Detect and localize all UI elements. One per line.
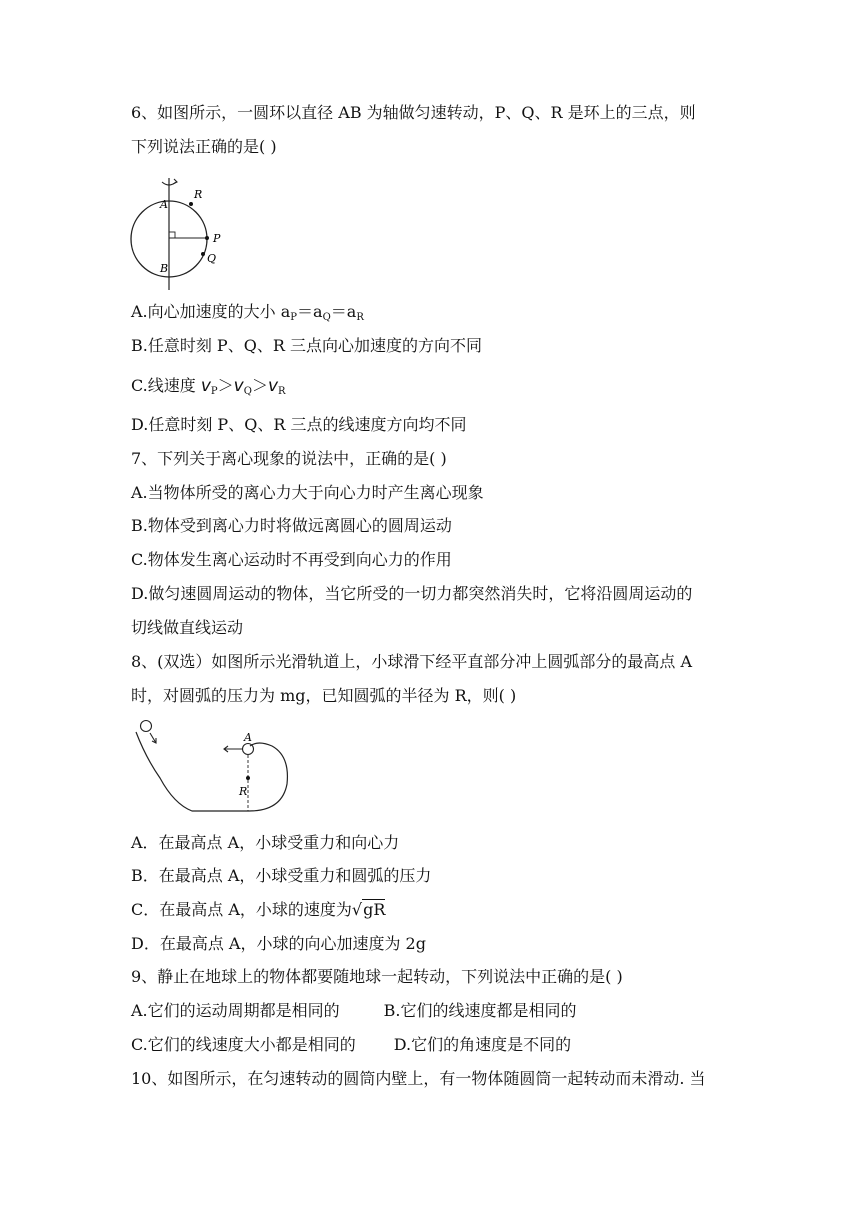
- label-r: R: [239, 785, 248, 798]
- q9-option-a: A.它们的运动周期都是相同的: [131, 1001, 340, 1020]
- q10-stem: 10、如图所示，在匀速转动的圆筒内壁上，有一物体随圆筒一起转动而未滑动. 当: [131, 1069, 706, 1088]
- q6-option-a: A.向心加速度的大小 $a_P=a_Q=a_R$: [131, 302, 364, 323]
- q8-option-d: D．在最高点 A，小球的向心加速度为 2g: [131, 934, 426, 953]
- q9-option-b: B.它们的线速度都是相同的: [383, 1001, 577, 1020]
- q8-option-a: A．在最高点 A，小球受重力和向心力: [131, 833, 400, 852]
- label-p: P: [213, 232, 221, 245]
- q7-option-c: C.物体发生离心运动时不再受到向心力的作用: [131, 550, 452, 569]
- label-r: R: [194, 188, 203, 201]
- label-a: A: [160, 198, 168, 211]
- q6-option-b: B.任意时刻 P、Q、R 三点向心加速度的方向不同: [131, 336, 482, 355]
- point-r: [189, 202, 193, 206]
- q6-stem-line-1: 6、如图所示，一圆环以直径 AB 为轴做匀速转动，P、Q、R 是环上的三点，则: [131, 103, 696, 122]
- center-dot: [246, 776, 250, 780]
- q9-option-d: D.它们的角速度是不同的: [393, 1035, 572, 1054]
- q6-ring-figure: [128, 170, 228, 292]
- point-q: [201, 252, 205, 256]
- q8-stem-line-2: 时，对圆弧的压力为 mg，已知圆弧的半径为 R，则( ): [131, 686, 517, 705]
- ball-top: [243, 744, 254, 755]
- q7-option-d-line-2: 切线做直线运动: [131, 618, 244, 637]
- right-angle-mark: [169, 232, 175, 238]
- q6-stem-line-2: 下列说法正确的是( ): [131, 137, 277, 156]
- q8-option-b: B．在最高点 A，小球受重力和圆弧的压力: [131, 866, 432, 885]
- q7-option-b: B.物体受到离心力时将做远离圆心的圆周运动: [131, 516, 452, 535]
- q9-option-c: C.它们的线速度大小都是相同的: [131, 1035, 356, 1054]
- label-q: Q: [207, 252, 217, 265]
- q7-option-a: A.当物体所受的离心力大于向心力时产生离心现象: [131, 483, 484, 502]
- q9-options-row-2: [131, 1035, 571, 1055]
- q9-options-row-1: [131, 1001, 577, 1021]
- q9-stem: 9、静止在地球上的物体都要随地球一起转动，下列说法中正确的是( ): [131, 967, 623, 986]
- q7-stem: 7、下列关于离心现象的说法中，正确的是( ): [131, 449, 447, 468]
- point-p: [205, 236, 209, 240]
- q8-track-figure: [134, 716, 296, 818]
- q6-option-c: C.线速度 $v_P>v_Q>v_R$: [131, 376, 286, 397]
- label-b: B: [160, 262, 169, 275]
- q8-option-c: C．在最高点 A，小球的速度为√gR: [131, 900, 386, 919]
- track: [136, 732, 287, 811]
- q6-option-d: D.任意时刻 P、Q、R 三点的线速度方向均不同: [131, 415, 467, 434]
- ball-start: [141, 721, 152, 732]
- q7-option-d-line-1: D.做匀速圆周运动的物体，当它所受的一切力都突然消失时，它将沿圆周运动的: [131, 584, 693, 603]
- q8-stem-line-1: 8、(双选）如图所示光滑轨道上，小球滑下经平直部分冲上圆弧部分的最高点 A: [131, 652, 693, 671]
- label-a: A: [244, 731, 252, 744]
